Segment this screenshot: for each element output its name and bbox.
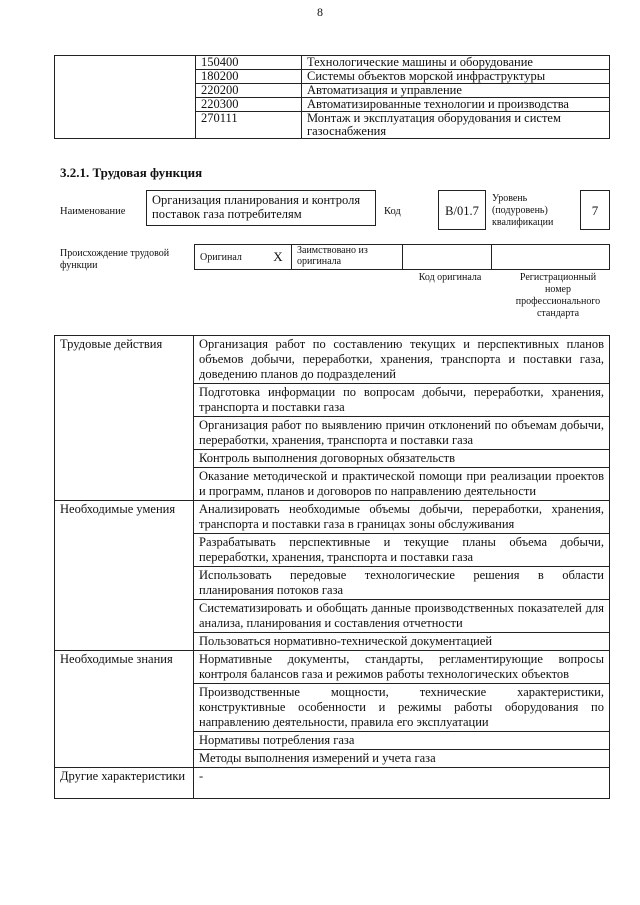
table-row bbox=[55, 501, 610, 534]
code-original-cell bbox=[403, 245, 492, 270]
section-label: Трудовые действия bbox=[55, 336, 194, 501]
reg-number-cell bbox=[492, 245, 610, 270]
section-label: Необходимые знания bbox=[55, 651, 194, 768]
name-cell: Системы объектов морской инфраструктуры bbox=[302, 70, 610, 84]
origin-label: Происхождение трудовой функции bbox=[60, 248, 170, 271]
code-label: Код bbox=[384, 206, 401, 217]
list-item: Разрабатывать перспективные и текущие планы объема добычи, переработки, хранения, транспорта и поставки газа bbox=[194, 534, 610, 567]
list-item: Нормативы потребления газа bbox=[194, 732, 610, 750]
list-item: Подготовка информации по вопросам добычи, переработки, хранения, транспорта и поставки газа bbox=[194, 384, 610, 417]
code-cell: 220200 bbox=[196, 84, 302, 98]
qualification-level-label: Уровень (подуровень) квалификации bbox=[492, 193, 554, 228]
code-cell: 220300 bbox=[196, 98, 302, 112]
table-row bbox=[55, 336, 610, 384]
list-item: Анализировать необходимые объемы добычи, переработки, хранения, транспорта и поставки газа в границах зоны обслуживания bbox=[194, 501, 610, 534]
name-cell: Монтаж и эксплуатация оборудования и систем газоснабжения bbox=[302, 112, 610, 139]
section-label: Другие характеристики bbox=[55, 768, 194, 799]
code-cell: 150400 bbox=[196, 56, 302, 70]
table-row bbox=[55, 768, 610, 799]
list-item: Контроль выполнения договорных обязательств bbox=[194, 450, 610, 468]
list-item: Использовать передовые технологические решения в области планирования потоков газа bbox=[194, 567, 610, 600]
list-item: Производственные мощности, технические характеристики, конструктивные особенности и режимы работы оборудования по направлению деятельности, правила его эксплуатации bbox=[194, 684, 610, 732]
list-item: Систематизировать и обобщать данные производственных показателей для анализа, планирования и составления отчетности bbox=[194, 600, 610, 633]
code-cell: 180200 bbox=[196, 70, 302, 84]
qualification-level-box: 7 bbox=[580, 190, 610, 230]
origin-table bbox=[194, 244, 610, 270]
code-value-box: B/01.7 bbox=[438, 190, 486, 230]
name-cell: Технологические машины и оборудование bbox=[302, 56, 610, 70]
table-row bbox=[55, 56, 610, 70]
reg-number-caption: Регистрационный номер профессионального стандарта bbox=[515, 272, 601, 319]
section-title: 3.2.1. Трудовая функция bbox=[60, 165, 203, 180]
section-label: Необходимые умения bbox=[55, 501, 194, 651]
original-mark: X bbox=[265, 245, 292, 270]
borrowed-label: Заимствовано из оригинала bbox=[292, 245, 403, 270]
list-item: Методы выполнения измерений и учета газа bbox=[194, 750, 610, 768]
original-label: Оригинал bbox=[195, 245, 266, 270]
function-name-box: Организация планирования и контроля поставок газа потребителям bbox=[146, 190, 376, 226]
function-details-table bbox=[54, 335, 610, 799]
page-number: 8 bbox=[317, 5, 323, 19]
name-cell: Автоматизированные технологии и производства bbox=[302, 98, 610, 112]
table-row bbox=[55, 651, 610, 684]
list-item: Организация работ по выявлению причин отклонений по объемам добычи, переработки, хранения, транспорта и поставки газа bbox=[194, 417, 610, 450]
name-label: Наименование bbox=[60, 206, 126, 217]
code-cell: 270111 bbox=[196, 112, 302, 139]
list-item: Оказание методической и практической помощи при реализации проектов и программ, планов и договоров по направлению деятельности bbox=[194, 468, 610, 501]
list-item: Нормативные документы, стандарты, регламентирующие вопросы контроля балансов газа и режимов работы технологических объектов bbox=[194, 651, 610, 684]
list-item: Организация работ по составлению текущих и перспективных планов объемов добычи, переработки, хранения, транспорта и поставки газа, доведению планов до подразделений bbox=[194, 336, 610, 384]
name-cell: Автоматизация и управление bbox=[302, 84, 610, 98]
empty-cell bbox=[55, 56, 196, 139]
list-item: Пользоваться нормативно-технической документацией bbox=[194, 633, 610, 651]
code-original-caption: Код оригинала bbox=[418, 272, 482, 283]
list-item: - bbox=[194, 768, 610, 799]
specialty-codes-table bbox=[54, 55, 610, 139]
